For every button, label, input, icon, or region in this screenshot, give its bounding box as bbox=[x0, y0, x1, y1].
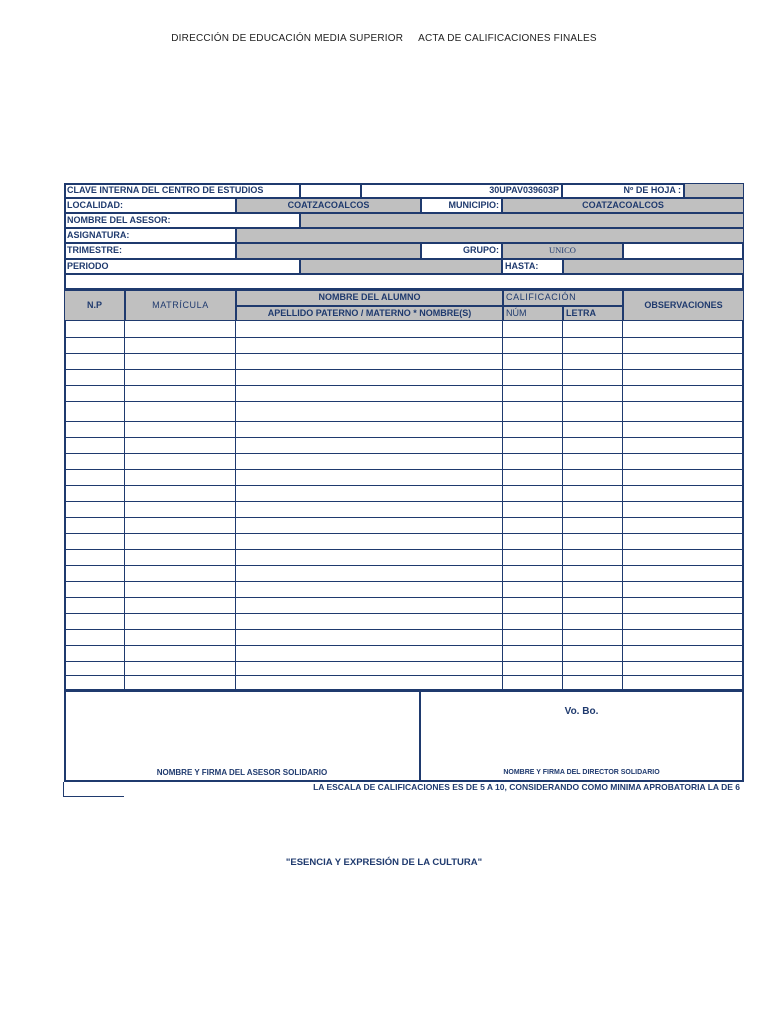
column-divider bbox=[235, 321, 236, 691]
table-row[interactable] bbox=[64, 353, 744, 354]
periodo-label: PERIODO bbox=[64, 259, 300, 274]
table-row[interactable] bbox=[64, 401, 744, 402]
document-header bbox=[0, 33, 768, 44]
observaciones-header: OBSERVACIONES bbox=[623, 290, 744, 321]
table-row[interactable] bbox=[64, 565, 744, 566]
institution-motto: "ESENCIA Y EXPRESIÓN DE LA CULTURA" bbox=[285, 857, 483, 868]
table-row[interactable] bbox=[64, 453, 744, 454]
table-row[interactable] bbox=[64, 629, 744, 630]
table-row[interactable] bbox=[64, 437, 744, 438]
asignatura-value-field[interactable] bbox=[236, 228, 744, 243]
periodo-value-field[interactable] bbox=[300, 259, 502, 274]
municipio-label: MUNICIPIO: bbox=[421, 198, 502, 213]
table-row[interactable] bbox=[64, 385, 744, 386]
grupo-label: GRUPO: bbox=[421, 243, 502, 259]
table-row[interactable] bbox=[64, 517, 744, 518]
table-row[interactable] bbox=[64, 485, 744, 486]
header-document-type: ACTA DE CALIFICACIONES FINALES bbox=[418, 33, 597, 44]
localidad-value[interactable]: COATZACOALCOS bbox=[236, 198, 421, 213]
table-row[interactable] bbox=[64, 581, 744, 582]
corner-bracket bbox=[63, 782, 124, 797]
hoja-label: Nº DE HOJA : bbox=[562, 183, 684, 198]
table-row[interactable] bbox=[64, 337, 744, 338]
letra-header: LETRA bbox=[563, 306, 623, 321]
localidad-label: LOCALIDAD: bbox=[64, 198, 236, 213]
column-divider bbox=[562, 321, 563, 691]
nombre-alumno-header: NOMBRE DEL ALUMNO bbox=[236, 290, 503, 306]
hoja-value-field[interactable] bbox=[684, 183, 744, 198]
spacer-row bbox=[64, 274, 744, 290]
table-row[interactable] bbox=[64, 613, 744, 614]
clave-label: CLAVE INTERNA DEL CENTRO DE ESTUDIOS bbox=[64, 183, 300, 198]
student-table-frame bbox=[64, 290, 744, 691]
table-row[interactable] bbox=[64, 661, 744, 662]
asesor-label: NOMBRE DEL ASESOR: bbox=[64, 213, 300, 228]
trimestre-value-field[interactable] bbox=[236, 243, 421, 259]
vobo-label: Vo. Bo. bbox=[564, 706, 599, 717]
hasta-value-field[interactable] bbox=[563, 259, 744, 274]
column-divider bbox=[124, 321, 125, 691]
table-row[interactable] bbox=[64, 369, 744, 370]
table-row[interactable] bbox=[64, 675, 744, 676]
director-signature-label: NOMBRE Y FIRMA DEL DIRECTOR SOLIDARIO bbox=[503, 769, 660, 776]
grupo-value[interactable]: UNICO bbox=[502, 243, 623, 259]
table-row[interactable] bbox=[64, 501, 744, 502]
table-row[interactable] bbox=[64, 533, 744, 534]
grupo-extra-field[interactable] bbox=[623, 243, 744, 259]
header-department: DIRECCIÓN DE EDUCACIÓN MEDIA SUPERIOR bbox=[171, 33, 404, 44]
clave-value[interactable]: 30UPAV039603P bbox=[361, 183, 562, 198]
asesor-value-field[interactable] bbox=[300, 213, 744, 228]
apellidos-header: APELLIDO PATERNO / MATERNO * NOMBRE(S) bbox=[236, 306, 503, 321]
table-row[interactable] bbox=[64, 645, 744, 646]
clave-blank-field[interactable] bbox=[300, 183, 361, 198]
asesor-signature-label: NOMBRE Y FIRMA DEL ASESOR SOLIDARIO bbox=[156, 768, 328, 777]
table-row[interactable] bbox=[64, 549, 744, 550]
column-divider bbox=[502, 321, 503, 691]
table-row[interactable] bbox=[64, 469, 744, 470]
num-header: NÚM bbox=[503, 306, 563, 321]
municipio-value[interactable]: COATZACOALCOS bbox=[502, 198, 744, 213]
matricula-header: MATRÍCULA bbox=[125, 290, 236, 321]
asignatura-label: ASIGNATURA: bbox=[64, 228, 236, 243]
np-header: N.P bbox=[64, 290, 125, 321]
table-row[interactable] bbox=[64, 421, 744, 422]
column-divider bbox=[622, 321, 623, 691]
hasta-label: HASTA: bbox=[502, 259, 563, 274]
table-row[interactable] bbox=[64, 597, 744, 598]
trimestre-label: TRIMESTRE: bbox=[64, 243, 236, 259]
calificacion-header: CALIFICACIÓN bbox=[503, 290, 623, 306]
grading-scale-note: LA ESCALA DE CALIFICACIONES ES DE 5 A 10, CONSIDERANDO COMO MINIMA APROBATORIA LA DE 6 bbox=[313, 782, 740, 792]
